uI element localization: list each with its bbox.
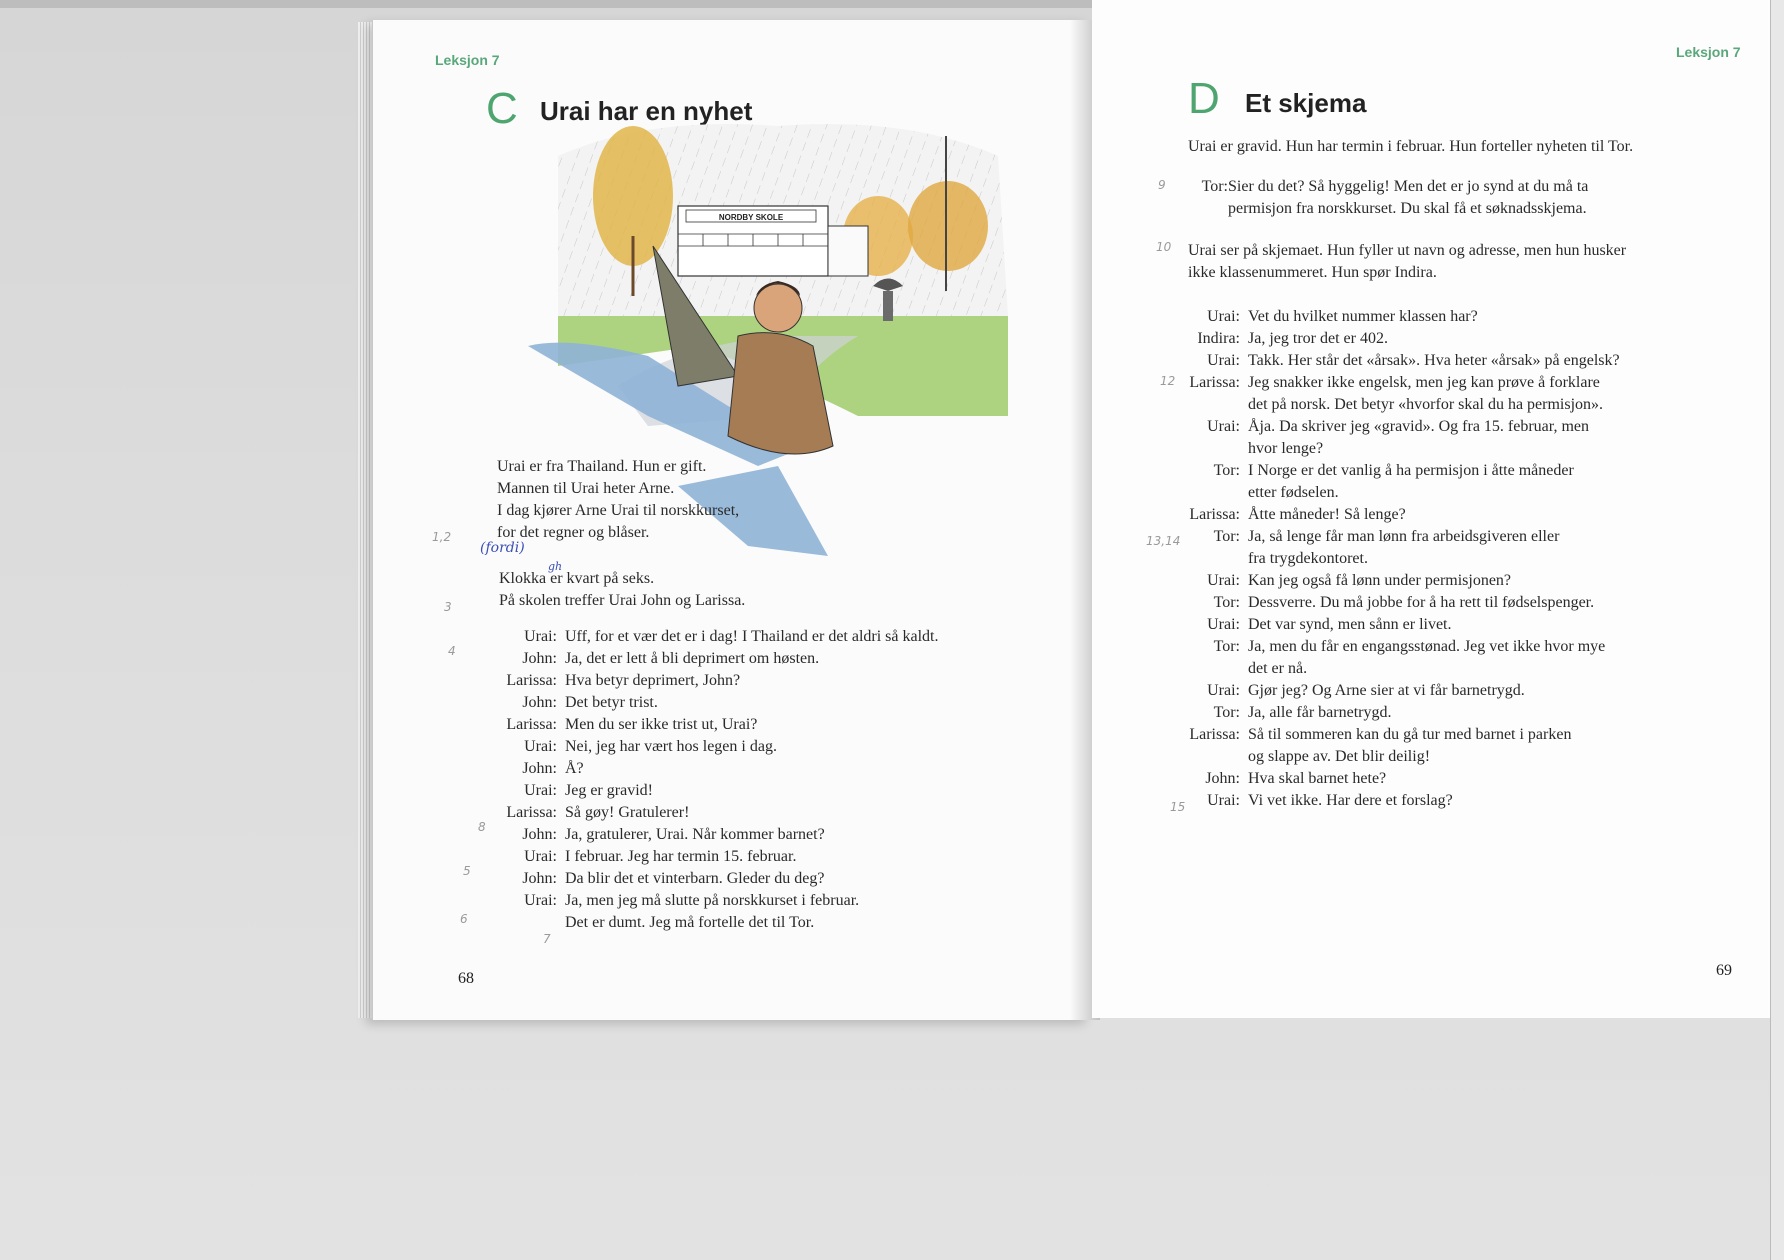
dialogue-line: Urai: Nei, jeg har vært hos legen i dag. [524, 738, 777, 755]
dialogue-line: John: Da blir det et vinterbarn. Gleder du deg? [522, 870, 825, 887]
dialogue-line: John: Ja, det er lett å bli deprimert om høsten. [522, 650, 820, 667]
dialogue-line: Urai: Gjør jeg? Og Arne sier at vi får barnetrygd. [1207, 682, 1525, 699]
section-letter-d: D [1188, 74, 1220, 123]
margin-note-15: 15 [1170, 800, 1186, 814]
margin-note-13-14: 13,14 [1146, 534, 1181, 548]
left-running-head: Leksjon 7 [435, 52, 500, 68]
dialogue-line: etter fødselen. [1248, 484, 1339, 501]
dialogue-line: hvor lenge? [1248, 440, 1324, 457]
dialogue-line: Urai: Kan jeg også få lønn under permisjonen? [1207, 572, 1512, 589]
margin-note-6: 6 [460, 912, 468, 926]
section-letter-c: C [486, 84, 518, 133]
dialogue-line: Urai: Ja, men jeg må slutte på norskkurset i februar. [524, 892, 860, 909]
section-title-c: Urai har en nyhet [540, 96, 753, 126]
right-running-head: Leksjon 7 [1676, 44, 1741, 60]
dialogue-line: John: Å? [522, 760, 584, 777]
dialogue-line: Larissa: Jeg snakker ikke engelsk, men jeg kan prøve å forklare [1189, 374, 1600, 391]
dialogue-c [437, 628, 997, 936]
dialogue-line: Larissa: Så gøy! Gratulerer! [506, 804, 690, 821]
dialogue-line: Urai: Det var synd, men sånn er livet. [1207, 616, 1452, 633]
section-title-d: Et skjema [1245, 88, 1367, 118]
dialogue-line: Urai: Jeg er gravid! [524, 782, 653, 799]
school-sign: NORDBY SKOLE [718, 213, 784, 222]
margin-note-3: 3 [444, 600, 452, 614]
dialogue-line: Det er dumt. Jeg må fortelle det til Tor. [565, 914, 815, 931]
intro-paragraph-2: Klokka er kvart på seks. På skolen treffer Urai John og Larissa. [499, 570, 746, 609]
right-page-edge [1770, 0, 1784, 1260]
dialogue-line: Tor: Dessverre. Du må jobbe for å ha rett til fødselspenger. [1213, 594, 1595, 611]
dialogue-line: Larissa: Men du ser ikke trist ut, Urai? [506, 716, 758, 733]
dialogue-line: Urai: Uff, for et vær det er i dag! I Thailand er det aldri så kaldt. [524, 628, 939, 645]
handwritten-gh: gh [548, 560, 563, 573]
margin-note-1-2: 1,2 [432, 530, 452, 544]
right-page-number: 69 [1716, 962, 1732, 979]
dialogue-line: det på norsk. Det betyr «hvorfor skal du ha permisjon». [1248, 396, 1604, 413]
dialogue-line: Urai: Vet du hvilket nummer klassen har? [1207, 308, 1478, 325]
margin-note-9: 9 [1158, 178, 1166, 192]
dialogue-line: John: Ja, gratulerer, Urai. Når kommer barnet? [522, 826, 825, 843]
dialogue-line: Larissa: Åtte måneder! Så lenge? [1189, 506, 1406, 523]
dialogue-line: Tor: Ja, så lenge får man lønn fra arbeidsgiveren eller [1213, 528, 1560, 545]
dialogue-line: Tor: I Norge er det vanlig å ha permisjon i åtte måneder [1213, 462, 1574, 479]
handwritten-fordi: (fordi) [480, 540, 525, 556]
dialogue-d [1120, 308, 1720, 814]
dialogue-line: det er nå. [1248, 660, 1308, 677]
dialogue-line: Urai: Vi vet ikke. Har dere et forslag? [1207, 792, 1453, 809]
dialogue-line: Urai: Åja. Da skriver jeg «gravid». Og fra 15. februar, men [1207, 418, 1590, 435]
intro-paragraph-d1: Urai er gravid. Hun har termin i februar. Hun forteller nyheten til Tor. [1188, 138, 1634, 155]
intro-paragraph-d2: Urai ser på skjemaet. Hun fyller ut navn og adresse, men hun husker ikke klassenummeret. Hun spør Indira. [1188, 242, 1627, 281]
dialogue-line: John: Hva skal barnet hete? [1205, 770, 1387, 787]
urai-face [754, 284, 802, 332]
margin-note-12: 12 [1160, 374, 1176, 388]
dialogue-line: John: Det betyr trist. [522, 694, 658, 711]
dialogue-line: Urai: Takk. Her står det «årsak». Hva heter «årsak» på engelsk? [1207, 352, 1620, 369]
margin-note-7: 7 [543, 932, 551, 946]
tree-far-right [908, 181, 988, 271]
margin-note-5: 5 [463, 864, 471, 878]
tor-response: Tor: Sier du det? Så hyggelig! Men det er jo synd at du må ta permisjon fra norskkurset. Du skal få et søknadsskjema. [1201, 178, 1589, 217]
left-page-number: 68 [458, 970, 474, 987]
dialogue-line: fra trygdekontoret. [1248, 550, 1368, 567]
margin-note-10: 10 [1156, 240, 1172, 254]
dialogue-line: Larissa: Så til sommeren kan du gå tur med barnet i parken [1189, 726, 1572, 743]
dialogue-line: Larissa: Hva betyr deprimert, John? [506, 672, 741, 689]
dialogue-line: Urai: I februar. Jeg har termin 15. februar. [524, 848, 797, 865]
pedestrian [883, 291, 893, 321]
intro-paragraph-1: Urai er fra Thailand. Hun er gift. Mannen til Urai heter Arne. I dag kjører Arne Urai til norskkurset, for det regner og blåser. [497, 458, 740, 541]
dialogue-line: og slappe av. Det blir deilig! [1248, 748, 1431, 765]
dialogue-line: Tor: Ja, men du får en engangsstønad. Jeg vet ikke hvor mye [1213, 638, 1606, 655]
dialogue-line: Indira: Ja, jeg tror det er 402. [1197, 330, 1388, 347]
margin-note-8: 8 [478, 820, 486, 834]
margin-note-4: 4 [448, 644, 456, 658]
dialogue-line: Tor: Ja, alle får barnetrygd. [1213, 704, 1392, 721]
